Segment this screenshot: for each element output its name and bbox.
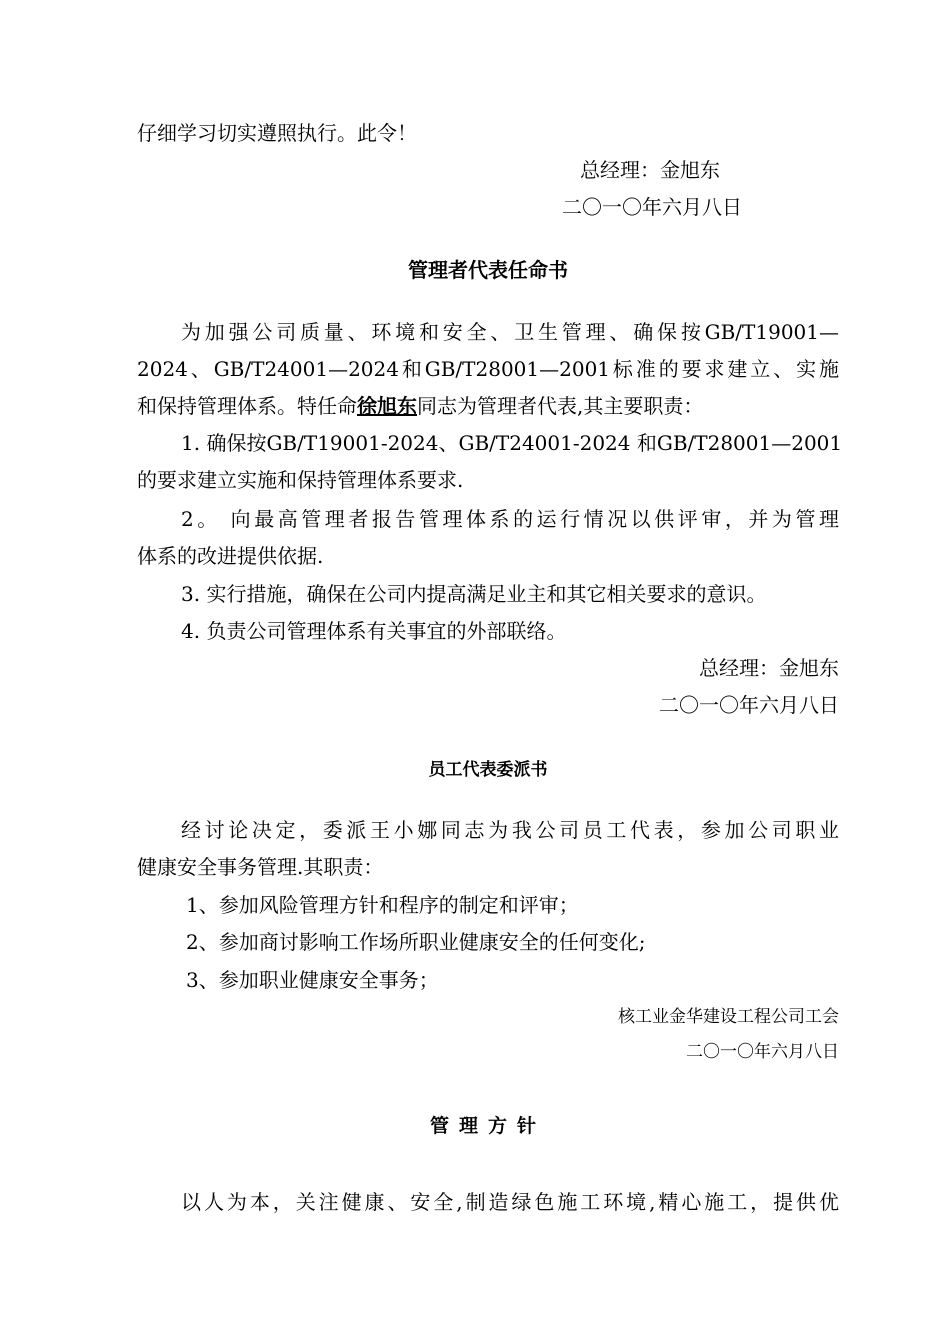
appointment-signer: 总经理：金旭东 <box>699 656 839 680</box>
duty-2-line2: 体系的改进提供依据. <box>137 544 324 568</box>
closing-line: 仔细学习切实遵照执行。此令！ <box>137 121 417 145</box>
intro-signer: 总经理：金旭东 <box>580 158 720 182</box>
appointee-name: 徐旭东 <box>357 394 417 418</box>
delegation-title: 员工代表委派书 <box>428 760 548 780</box>
appointment-title: 管理者代表任命书 <box>408 258 568 282</box>
appointment-p1-line1: 为加强公司质量、环境和安全、卫生管理、确保按GB/T19001— <box>181 320 839 344</box>
duty-4: 4. 负责公司管理体系有关事宜的外部联络。 <box>181 619 567 643</box>
appointment-p1-line2: 2024、GB/T24001—2024和GB/T28001—2001标准的要求建立、实施 <box>137 357 839 381</box>
policy-title: 管理方针 <box>429 1115 546 1137</box>
appointment-p1-line3-post: 同志为管理者代表,其主要职责： <box>417 394 704 418</box>
appointment-p1-line3-pre: 和保持管理体系。特任命 <box>137 394 357 418</box>
intro-date: 二〇一〇年六月八日 <box>562 195 742 219</box>
duty-3: 3. 实行措施，确保在公司内提高满足业主和其它相关要求的意识。 <box>181 582 767 606</box>
duty-2-line1: 2。 向最高管理者报告管理体系的运行情况以供评审，并为管理 <box>181 507 839 531</box>
duty-1-line1: 1. 确保按GB/T19001-2024、GB/T24001-2024 和GB/T28001—2001 <box>181 431 843 455</box>
delegation-org: 核工业金华建设工程公司工会 <box>618 1007 839 1027</box>
delegation-item-1: 1、参加风险管理方针和程序的制定和评审； <box>186 893 579 917</box>
delegation-item-2: 2、参加商讨影响工作场所职业健康安全的任何变化; <box>186 930 646 954</box>
policy-p1-line1: 以人为本，关注健康、安全,制造绿色施工环境,精心施工，提供优 <box>181 1190 839 1214</box>
appointment-p1-line3 <box>137 392 839 420</box>
delegation-p1-line1: 经讨论决定，委派王小娜同志为我公司员工代表，参加公司职业 <box>181 818 839 842</box>
delegation-p1-line2: 健康安全事务管理.其职责： <box>137 855 384 879</box>
duty-1-line2: 的要求建立实施和保持管理体系要求. <box>137 468 464 492</box>
delegation-item-3: 3、参加职业健康安全事务； <box>186 968 439 992</box>
appointment-date: 二〇一〇年六月八日 <box>659 693 839 717</box>
delegation-date: 二〇一〇年六月八日 <box>686 1042 839 1062</box>
